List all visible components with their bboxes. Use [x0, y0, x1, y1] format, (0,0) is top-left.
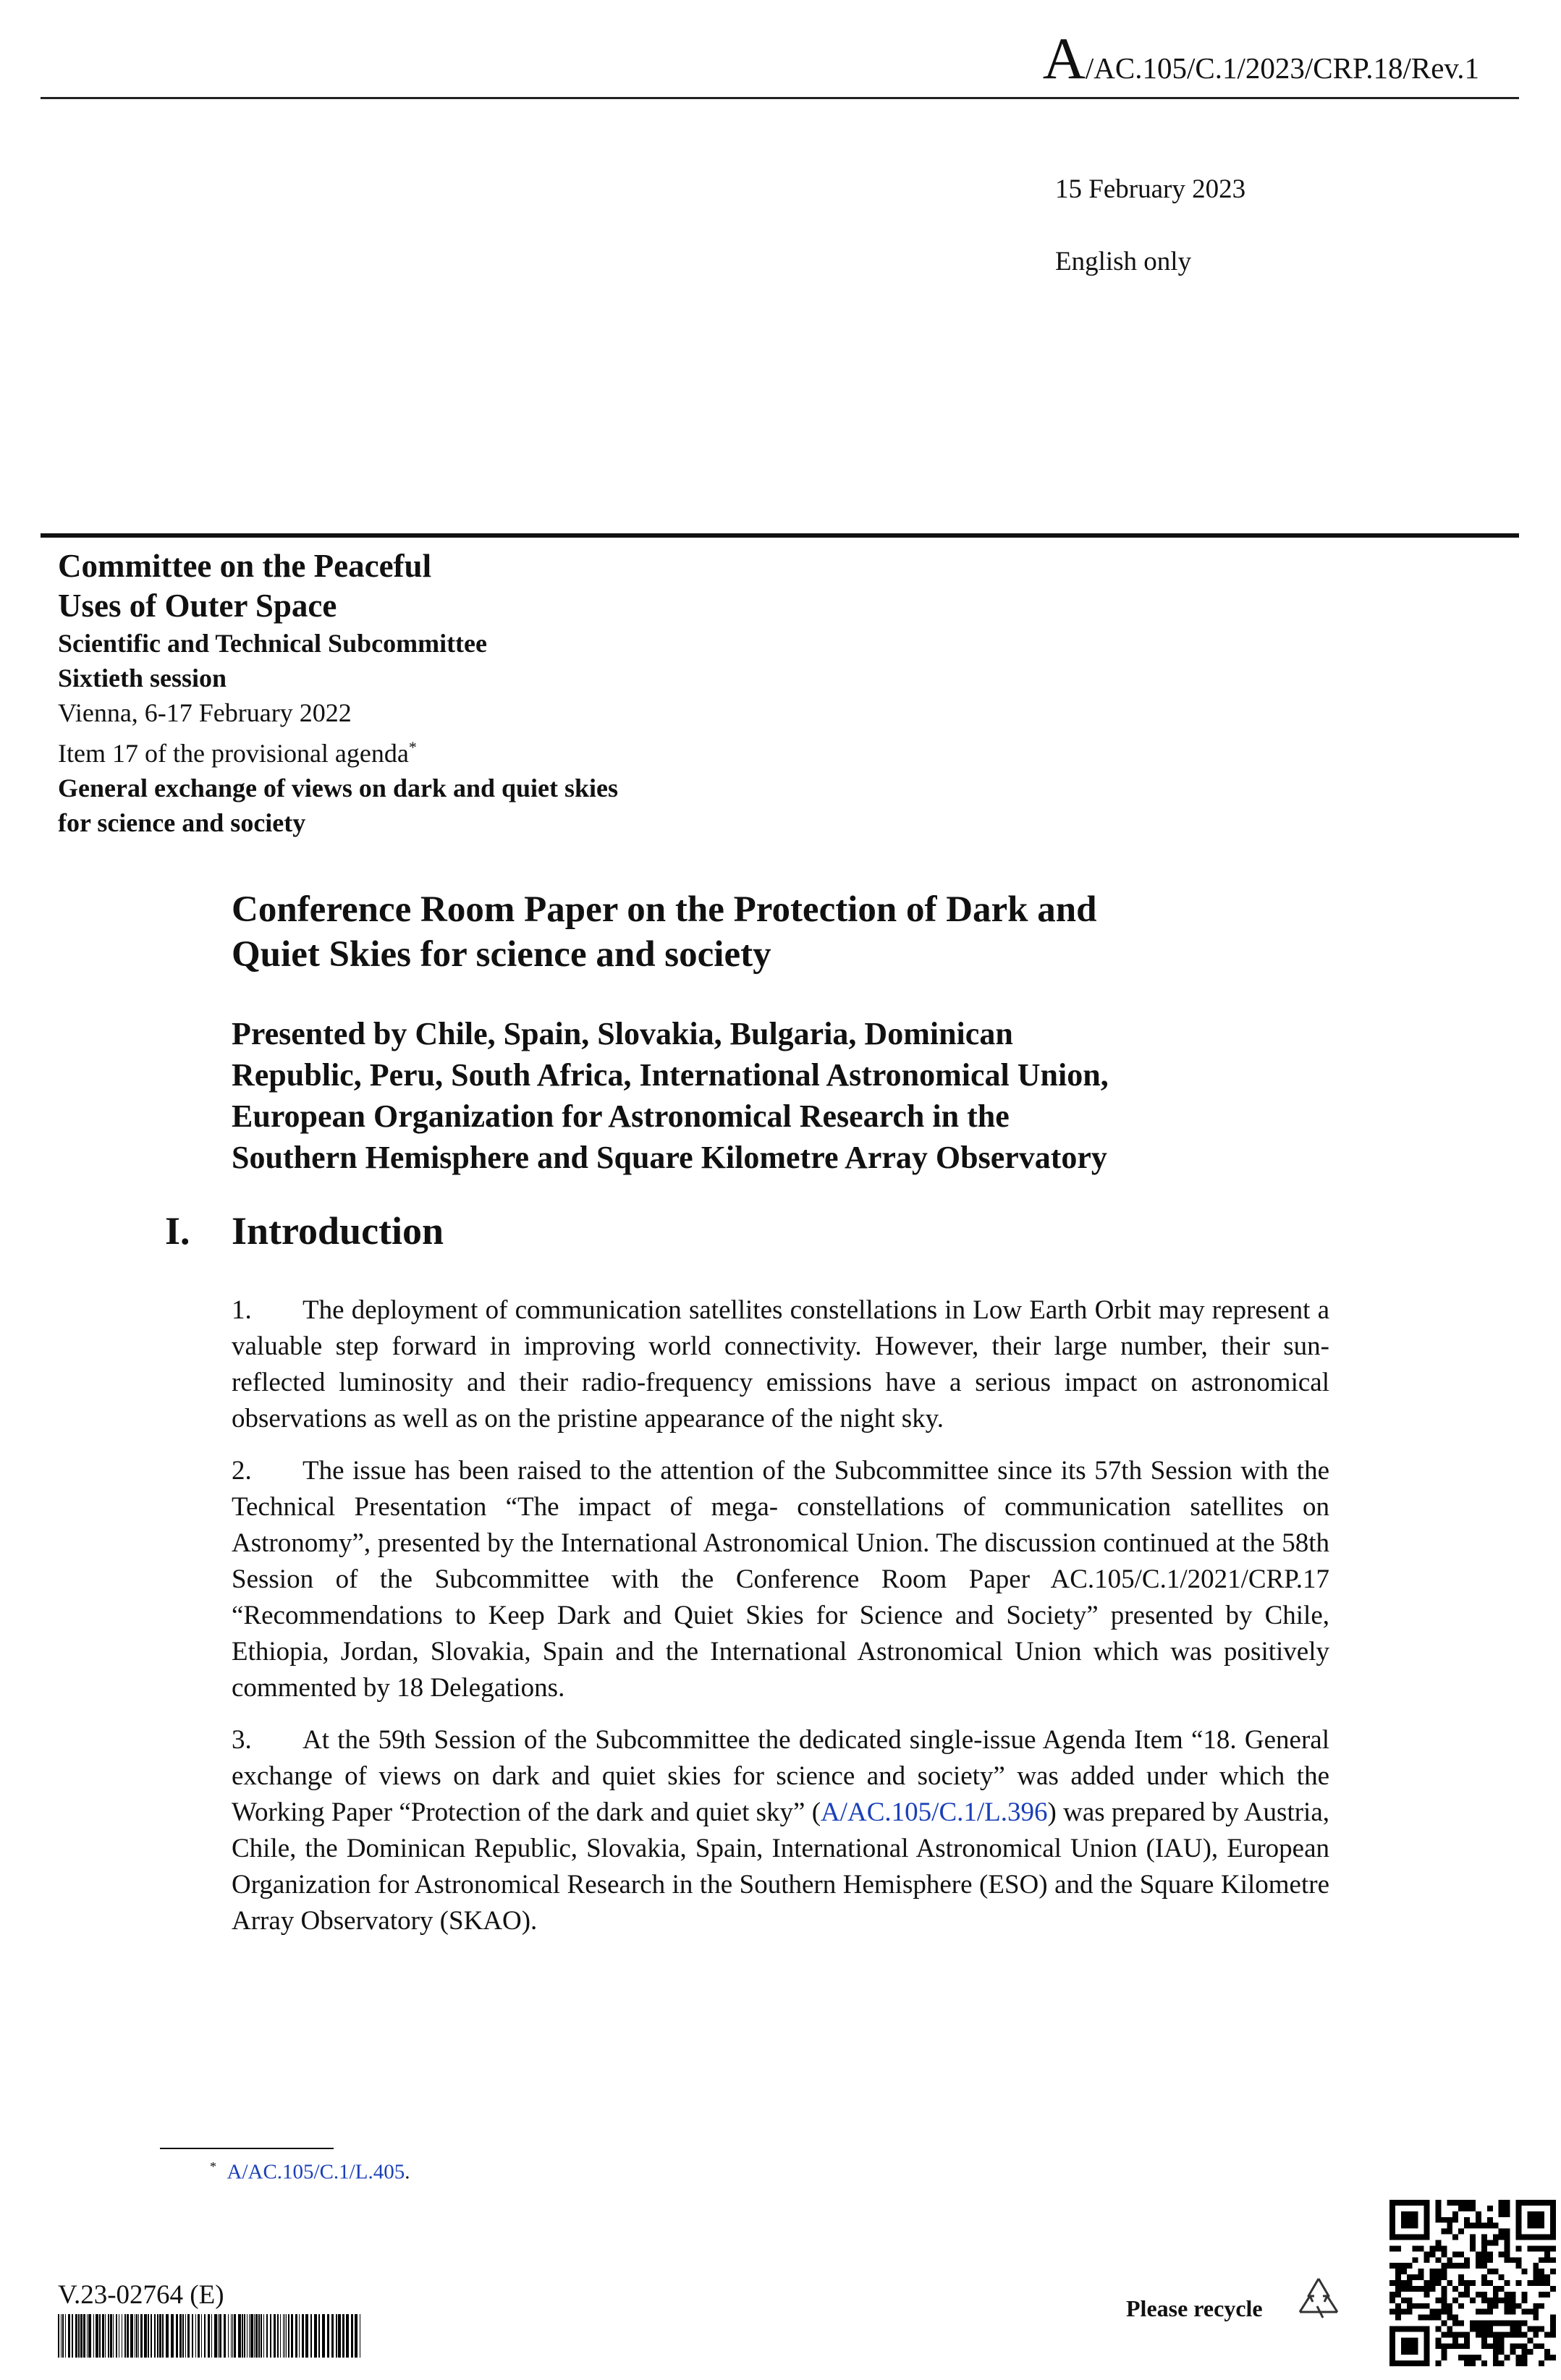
paragraph-number: 1.: [232, 1295, 252, 1325]
agenda-footnote-marker: *: [408, 738, 417, 756]
paragraph-text: At the 59th Session of the Subcommittee the dedicated single-issue Agenda Item “18. General exchange of views on dark and quiet skies for science and society” was added under which the Working Paper “Protection of the dark and quiet sky” (: [232, 1725, 1329, 1827]
committee-name-line2: Uses of Outer Space: [58, 588, 337, 624]
symbol-rest: /AC.105/C.1/2023/CRP.18/Rev.1: [1085, 51, 1479, 85]
paragraph-text-cont: ) was prepared by Austria, Chile, the Dominican Republic, Slovakia, Spain, International Astronomical Union (IAU), European Organization for Astronomical Research in the Southern Hemisphere (ESO) and the Square Kilometre Array Observatory (SKAO).: [232, 1797, 1330, 1936]
footnote-link[interactable]: A/AC.105/C.1/L.405: [227, 2160, 405, 2184]
topic-line1: General exchange of views on dark and quiet skies: [58, 774, 619, 802]
document-symbol: [1042, 25, 1479, 91]
qr-code-icon: [1389, 2200, 1556, 2366]
presented-line2: Republic, Peru, South Africa, International Astronomical Union,: [232, 1057, 1109, 1093]
page-title: [232, 887, 1317, 977]
paragraph-text: The issue has been raised to the attention of the Subcommittee since its 57th Session with the Technical Presentation “The impact of mega- constellations of communication satellites on Astronomy”, presented by the International Astronomical Union. The discussion continued at the 58th Session of the Subcommittee with the Conference Room Paper AC.105/C.1/2021/CRP.17 “Recommendations to Keep Dark and Quiet Skies for Science and Society” presented by Chile, Ethiopia, Jordan, Slovakia, Spain and the International Astronomical Union which was positively commented by 18 Delegations.: [232, 1456, 1329, 1703]
recycle-text: Please recycle: [1126, 2295, 1263, 2321]
recycle-icon: [1294, 2274, 1343, 2324]
agenda-item: [58, 730, 854, 771]
document-date: 15 February 2023: [1055, 174, 1246, 204]
committee-name-line1: Committee on the Peaceful: [58, 548, 432, 584]
paragraph-number: 2.: [232, 1456, 252, 1486]
paragraph-1: [232, 1292, 1329, 1437]
section-title: Introduction: [232, 1209, 444, 1253]
paragraph-number: 3.: [232, 1725, 252, 1755]
footnote: [210, 2159, 410, 2185]
title-line2: Quiet Skies for science and society: [232, 934, 771, 975]
session-name: Sixtieth session: [58, 664, 227, 693]
section-number: I.: [165, 1209, 190, 1253]
presented-line1: Presented by Chile, Spain, Slovakia, Bulgaria, Dominican: [232, 1016, 1013, 1051]
subcommittee-name: Scientific and Technical Subcommittee: [58, 629, 487, 658]
body-text: [232, 1292, 1329, 1955]
session-venue: Vienna, 6-17 February 2022: [58, 698, 352, 727]
committee-block: [58, 546, 854, 840]
job-number: V.23-02764 (E): [58, 2280, 224, 2310]
title-line1: Conference Room Paper on the Protection of Dark and: [232, 889, 1097, 930]
document-link-l396[interactable]: A/AC.105/C.1/L.396: [821, 1797, 1048, 1827]
symbol-initial: A: [1042, 25, 1086, 91]
barcode-icon: [58, 2314, 362, 2358]
paragraph-text: The deployment of communication satellites constellations in Low Earth Orbit may represent a valuable step forward in improving world connectivity. However, their large number, their sun-reflected luminosity and their radio-frequency emissions have a serious impact on astronomical observations as well as on the pristine appearance of the night sky.: [232, 1295, 1329, 1433]
presented-by: [232, 1013, 1361, 1178]
paragraph-2: [232, 1453, 1329, 1706]
footnote-suffix: .: [405, 2160, 410, 2184]
agenda-item-text: Item 17 of the provisional agenda: [58, 739, 409, 768]
topic-line2: for science and society: [58, 808, 306, 837]
thick-divider: [41, 533, 1519, 538]
footnote-rule: [160, 2148, 334, 2149]
presented-line3: European Organization for Astronomical Research in the: [232, 1098, 1010, 1134]
document-language: English only: [1055, 247, 1192, 276]
footnote-marker: *: [210, 2159, 216, 2174]
paragraph-3: [232, 1722, 1329, 1939]
header-rule: [41, 97, 1519, 99]
presented-line4: Southern Hemisphere and Square Kilometre Array Observatory: [232, 1140, 1107, 1175]
